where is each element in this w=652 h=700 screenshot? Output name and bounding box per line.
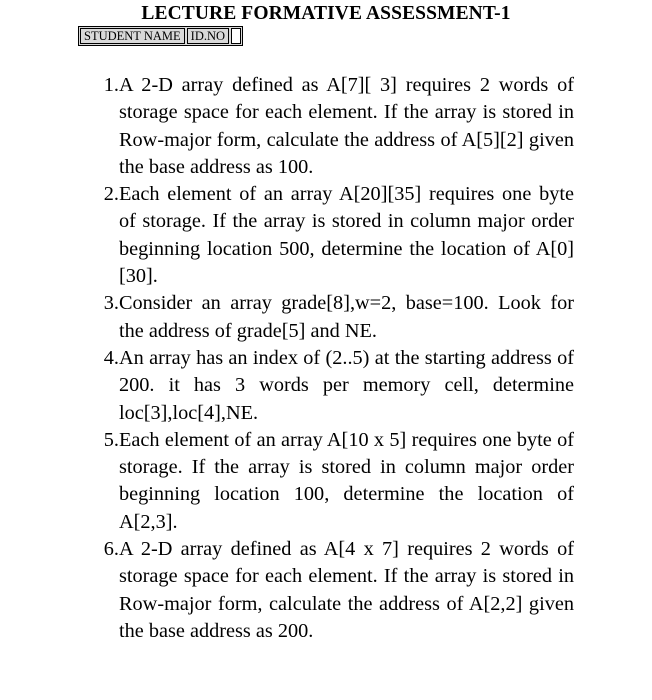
question-item — [94, 72, 574, 181]
question-item — [94, 290, 574, 345]
question-text: Consider an array grade[8],w=2, base=100. Look for the address of grade[5] and NE. — [119, 292, 574, 342]
question-number: 4. — [103, 346, 119, 369]
question-item — [94, 427, 574, 536]
question-number: 5. — [103, 428, 119, 451]
question-list — [94, 72, 574, 645]
question-text: An array has an index of (2..5) at the starting address of 200. it has 3 words per memory cell, determine loc[3],loc[4],NE. — [119, 346, 574, 424]
id-number-label: ID.NO — [187, 28, 229, 44]
question-item — [94, 536, 574, 645]
question-text: A 2-D array defined as A[7][ 3] requires 2 words of storage space for each element. If the array is stored in Row-major form, calculate the address of A[5][2] given the base address as 100. — [119, 74, 574, 178]
question-item — [94, 345, 574, 427]
question-number: 1. — [103, 74, 119, 96]
question-number: 6. — [103, 538, 119, 561]
question-text: Each element of an array A[10 x 5] requires one byte of storage. If the array is stored in column major order beginning location 100, determine the location of A[2,3]. — [119, 428, 574, 533]
page-title: LECTURE FORMATIVE ASSESSMENT-1 — [141, 3, 511, 24]
question-text: Each element of an array A[20][35] requires one byte of storage. If the array is stored in column major order beginning location 500, determine the location of A[0][30]. — [119, 183, 574, 288]
question-text: A 2-D array defined as A[4 x 7] requires 2 words of storage space for each element. If the array is stored in Row-major form, calculate the address of A[2,2] given the base address as 200. — [119, 538, 574, 642]
question-item — [94, 181, 574, 290]
student-id-table — [78, 26, 243, 46]
question-number: 3. — [103, 292, 119, 315]
question-number: 2. — [103, 183, 119, 206]
student-name-label: STUDENT NAME — [80, 28, 185, 44]
id-number-field — [231, 28, 241, 44]
